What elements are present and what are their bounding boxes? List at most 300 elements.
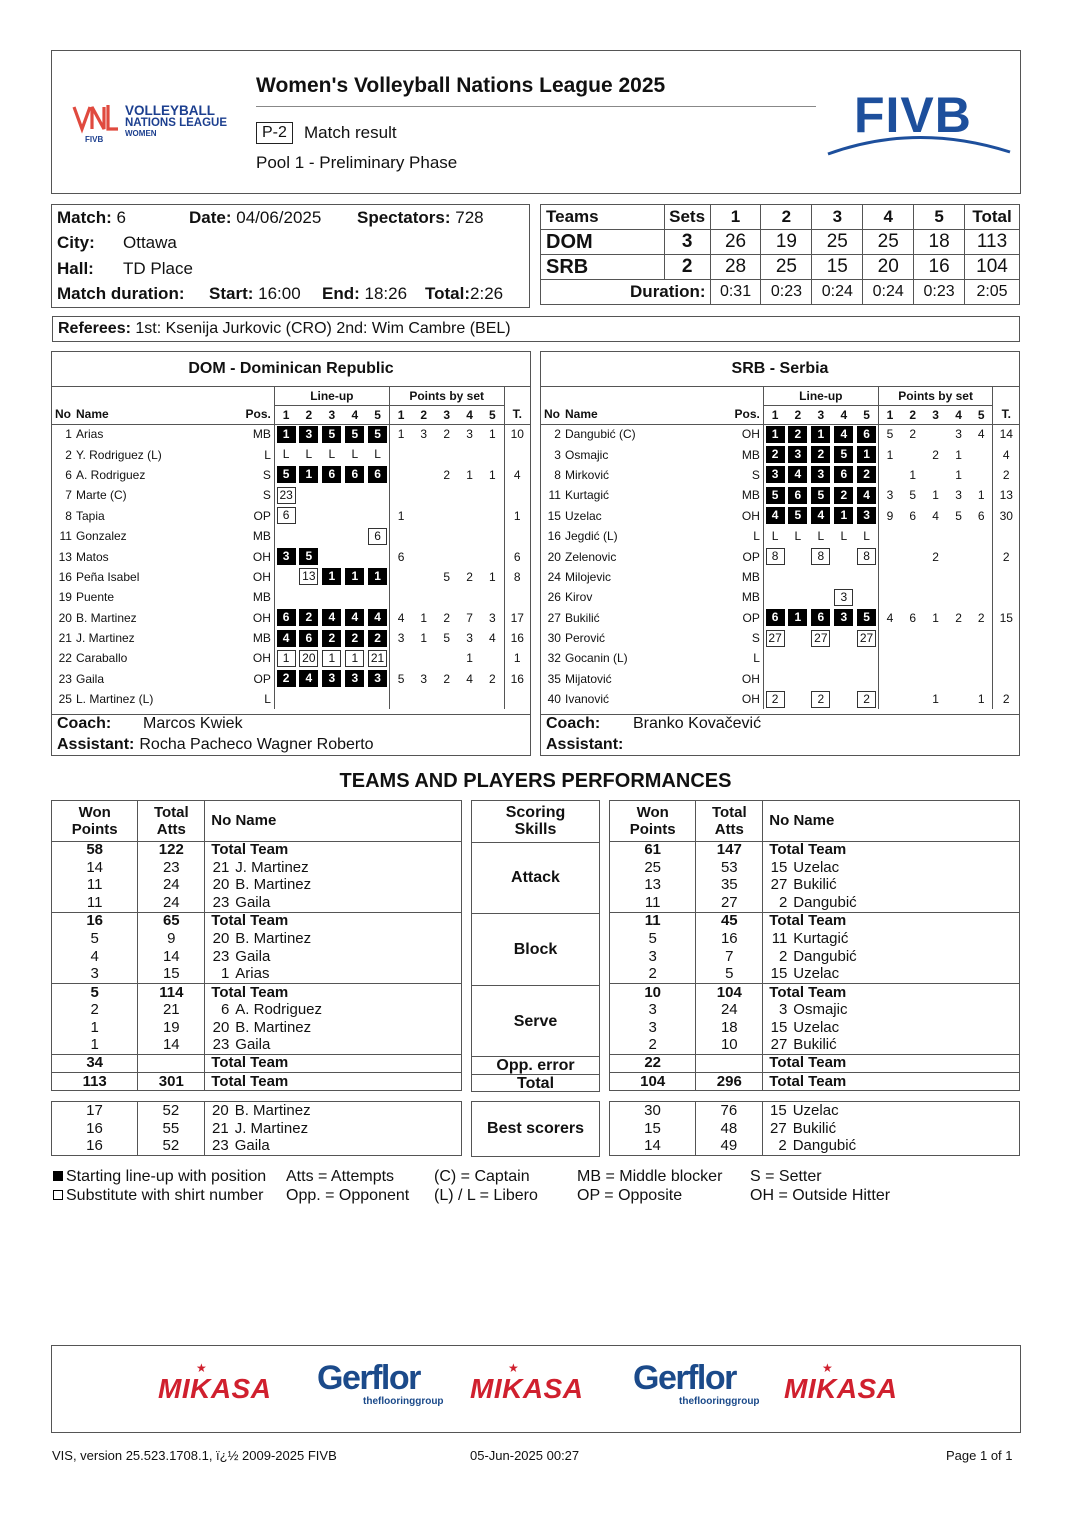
score-duration-row — [541, 280, 1020, 305]
lineup-cell — [809, 567, 832, 587]
player-name: Milojevic — [564, 569, 611, 584]
points-cell: 7 — [466, 610, 473, 625]
coach-label: Coach: — [546, 715, 601, 732]
points-cell — [389, 526, 412, 546]
legend-oh: OH = Outside Hitter — [750, 1187, 891, 1204]
player-row — [52, 689, 530, 709]
assistant-label: Assistant: — [546, 736, 624, 753]
fivb-logo-text: FIVB — [854, 87, 972, 143]
lineup-cell — [343, 444, 366, 464]
perf-player-name: Dangubić — [792, 1137, 857, 1155]
player-name: Mirković — [564, 467, 609, 482]
won-points: 2 — [648, 1036, 657, 1054]
lineup-cell — [786, 526, 809, 546]
substitute-number: 1 — [322, 650, 341, 667]
performance-grid — [52, 1102, 461, 1155]
player-name: Arias — [75, 427, 104, 442]
lineup-cell — [809, 424, 832, 444]
points-set-header: 1 — [878, 405, 901, 424]
starting-position: 4 — [811, 507, 830, 524]
total-atts: 104 — [696, 983, 763, 1001]
starting-position: 1 — [299, 466, 318, 483]
points-cell: 1 — [488, 569, 496, 584]
libero-mark: L — [328, 447, 336, 462]
lineup-set-header: 5 — [366, 405, 389, 424]
points-cell: 4 — [932, 508, 939, 523]
lineup-cell — [763, 546, 786, 566]
team-title: DOM - Dominican Republic — [52, 352, 530, 386]
lineup-cell — [832, 424, 855, 444]
player-row — [541, 465, 1019, 485]
lineup-cell — [366, 424, 389, 444]
player-total-points — [993, 628, 1019, 648]
lineup-cell — [320, 485, 343, 505]
substitute-number: 1 — [345, 650, 364, 667]
perf-player-name: Gaila — [235, 894, 271, 912]
player-total-points: 13 — [993, 485, 1019, 505]
lineup-cell — [832, 465, 855, 485]
legend-substitute: Substitute with shirt number — [53, 1187, 263, 1205]
no-name-header: No Name — [205, 801, 461, 841]
player-name: Caraballo — [75, 651, 128, 666]
lineup-cell — [855, 526, 878, 546]
points-cell — [435, 485, 458, 505]
points-cell: 3 — [389, 628, 412, 648]
lineup-set-header: 2 — [297, 405, 320, 424]
points-cell: 3 — [466, 631, 473, 646]
lineup-cell — [786, 628, 809, 648]
points-cell — [412, 648, 435, 668]
points-cell — [481, 587, 504, 607]
points-cell: 3 — [955, 427, 962, 442]
lineup-set-header: 2 — [786, 405, 809, 424]
score-header-2: 2 — [761, 205, 812, 230]
points-header: Points by set — [389, 386, 504, 405]
legend-s: S = Setter — [750, 1168, 822, 1185]
player-name: Kurtagić — [564, 488, 610, 503]
perf-player-name: B. Martinez — [235, 1018, 312, 1036]
lineup-cell — [832, 689, 855, 709]
player-name: Gonzalez — [75, 529, 127, 544]
player-perf-row — [52, 1102, 461, 1120]
perf-player-number: 2 — [778, 947, 788, 965]
roster-title-row — [52, 352, 530, 386]
performance-table — [51, 800, 462, 1091]
points-cell: 1 — [420, 610, 428, 625]
player-ref — [763, 1072, 1019, 1090]
starting-position: 1 — [322, 568, 341, 585]
total-atts: 35 — [696, 877, 763, 895]
total-atts: 7 — [696, 948, 763, 966]
player-number: 16 — [58, 569, 72, 584]
points-cell — [435, 689, 458, 709]
libero-mark: L — [374, 447, 381, 462]
player-total-points: 17 — [504, 608, 530, 628]
substitute-number: 21 — [368, 650, 387, 667]
lineup-cell — [832, 526, 855, 546]
player-position: OH — [741, 692, 760, 707]
substitute-number: 8 — [857, 548, 876, 565]
lineup-cell — [343, 424, 366, 444]
player-position: OP — [742, 610, 760, 625]
points-cell: 1 — [420, 631, 428, 646]
footer-page: Page 1 of 1 — [946, 1448, 1013, 1463]
lineup-cell — [297, 608, 320, 628]
won-points: 113 — [52, 1072, 138, 1090]
starting-position: 2 — [834, 487, 853, 504]
won-points: 3 — [648, 1001, 657, 1019]
vnl-fivb-small: FIVB — [85, 135, 104, 144]
performance-grid — [610, 801, 1019, 1090]
won-points: 15 — [644, 1119, 661, 1137]
player-perf-row — [52, 894, 461, 912]
won-points: 11 — [644, 894, 661, 912]
footer-datetime: 05-Jun-2025 00:27 — [470, 1448, 580, 1463]
libero-mark: L — [863, 528, 870, 543]
lineup-cell — [343, 587, 366, 607]
lineup-cell — [366, 526, 389, 546]
player-total-points — [504, 444, 530, 464]
points-cell — [947, 648, 970, 668]
player-number: 32 — [547, 651, 561, 666]
substitute-number: 27 — [811, 630, 830, 647]
score-sets: 3 — [664, 230, 710, 255]
player-number: 2 — [65, 447, 72, 462]
player-total-points — [504, 485, 530, 505]
legend-opp: Opp. = Opponent — [286, 1187, 410, 1204]
won-points: 30 — [644, 1101, 661, 1119]
starting-position: 3 — [811, 466, 830, 483]
duration-set-3: 0:24 — [812, 280, 863, 305]
points-cell — [901, 444, 924, 464]
lineup-cell — [343, 648, 366, 668]
total-atts: 5 — [696, 966, 763, 984]
player-ref — [205, 966, 461, 984]
lineup-cell — [809, 526, 832, 546]
lineup-set-header: 3 — [809, 405, 832, 424]
starting-position: 3 — [788, 446, 807, 463]
perf-player-number: 20 — [212, 1101, 229, 1119]
points-cell — [412, 567, 435, 587]
libero-mark: L — [840, 528, 848, 543]
player-perf-row — [610, 894, 1019, 912]
perf-player-name: J. Martinez — [235, 858, 309, 876]
total-atts: 24 — [138, 877, 205, 895]
lineup-cell — [855, 669, 878, 689]
lineup-cell — [274, 669, 297, 689]
player-number: 22 — [58, 651, 72, 666]
lineup-cell — [366, 628, 389, 648]
lineup-cell — [809, 669, 832, 689]
points-cell — [901, 648, 924, 668]
points-cell — [389, 648, 412, 668]
points-cell: 1 — [466, 467, 473, 482]
player-number: 26 — [547, 590, 561, 605]
perf-player-name: Uzelac — [793, 965, 840, 983]
player-row — [541, 587, 1019, 607]
player-row — [52, 567, 530, 587]
performance-table — [609, 1101, 1020, 1156]
won-points: 34 — [52, 1055, 138, 1073]
player-ref — [205, 948, 461, 966]
player-row — [541, 689, 1019, 709]
points-cell: 5 — [443, 631, 450, 646]
player-number: 35 — [547, 671, 561, 686]
total-atts: 114 — [138, 983, 205, 1001]
player-position: L — [264, 692, 271, 707]
points-set-header: 2 — [901, 405, 924, 424]
starting-position: 4 — [277, 630, 296, 647]
points-cell: 2 — [932, 549, 939, 564]
starting-position: 5 — [368, 426, 387, 443]
points-cell — [970, 669, 993, 689]
substitute-number: 3 — [834, 589, 853, 606]
points-cell — [435, 444, 458, 464]
points-cell — [970, 648, 993, 668]
total-atts: 301 — [138, 1072, 205, 1090]
city: Ottawa — [123, 233, 177, 252]
points-cell — [481, 506, 504, 526]
vnl-text: VOLLEYBALL NATIONS LEAGUE WOMEN — [125, 103, 228, 138]
player-perf-row — [52, 859, 461, 877]
points-cell — [878, 648, 901, 668]
player-position: L — [753, 651, 760, 666]
player-row — [52, 628, 530, 648]
points-cell — [412, 506, 435, 526]
player-ref — [763, 912, 1019, 930]
lineup-cell — [274, 424, 297, 444]
won-points: 16 — [52, 912, 138, 930]
name-header: Name — [565, 405, 735, 424]
player-position: S — [262, 467, 271, 482]
score-team: DOM — [541, 230, 665, 255]
points-cell — [389, 587, 412, 607]
lineup-cell — [809, 689, 832, 709]
mikasa-logo: MIKASA ★ — [470, 1361, 584, 1404]
legend-mb: MB = Middle blocker — [577, 1168, 723, 1185]
player-total-points: 2 — [993, 465, 1019, 485]
score-set-5: 18 — [914, 230, 965, 255]
end-time: End: 18:26 — [322, 284, 408, 303]
starting-position: 2 — [766, 446, 785, 463]
perf-player-number: 3 — [778, 1001, 788, 1019]
player-ref — [204, 1138, 461, 1156]
lineup-cell — [786, 506, 809, 526]
starting-position: 1 — [766, 426, 785, 443]
starting-position: 1 — [857, 446, 876, 463]
fivb-logo — [826, 86, 1012, 158]
won-points: 11 — [86, 876, 103, 894]
lineup-cell — [274, 485, 297, 505]
points-cell: 2 — [466, 569, 473, 584]
team-total-row — [610, 1072, 1019, 1090]
won-points: 3 — [648, 947, 657, 965]
points-cell: 5 — [389, 669, 412, 689]
lineup-cell — [832, 648, 855, 668]
perf-player-name: Bukilić — [793, 1036, 837, 1054]
player-number: 7 — [65, 488, 72, 503]
player-ref — [205, 1001, 461, 1019]
lineup-cell — [366, 648, 389, 668]
perf-player-name: Gaila — [235, 947, 271, 965]
score-header-teams: Teams — [541, 205, 665, 230]
player-name: Bukilić — [564, 610, 600, 625]
lineup-cell — [832, 567, 855, 587]
points-set-header: 1 — [389, 405, 412, 424]
performance-header-row — [610, 801, 1019, 841]
points-header: Points by set — [878, 386, 993, 405]
lineup-cell — [366, 608, 389, 628]
duration-label: Duration: — [541, 280, 711, 305]
perf-player-name: J. Martinez — [234, 1119, 309, 1137]
player-ref — [205, 877, 461, 895]
points-cell: 3 — [488, 610, 496, 625]
starting-position: 6 — [857, 426, 876, 443]
roster-srb — [540, 351, 1020, 756]
player-position: L — [264, 447, 271, 462]
player-total-points — [993, 567, 1019, 587]
won-points: 3 — [90, 965, 99, 983]
won-points: 22 — [610, 1055, 696, 1073]
lineup-cell — [855, 465, 878, 485]
player-ref — [205, 1037, 461, 1055]
total-atts: 52 — [138, 1102, 205, 1120]
points-cell — [924, 567, 947, 587]
player-row — [541, 669, 1019, 689]
lineup-cell — [343, 465, 366, 485]
libero-mark: L — [771, 528, 779, 543]
doc-type: Match result — [304, 123, 397, 142]
player-perf-row — [610, 1102, 1019, 1120]
player-name: Jegdić (L) — [564, 529, 618, 544]
scoring-skill-4: Opp. error — [472, 1056, 599, 1074]
starting-position: 3 — [345, 670, 364, 687]
perf-player-name: Osmajic — [793, 1001, 848, 1019]
player-total-points — [504, 526, 530, 546]
score-set-2: 19 — [761, 230, 812, 255]
starting-position: 5 — [857, 609, 876, 626]
player-row — [541, 608, 1019, 628]
total-atts: 55 — [138, 1120, 205, 1138]
perf-player-name: Uzelac — [793, 1018, 840, 1036]
points-cell: 1 — [878, 444, 901, 464]
player-name: Mijatović — [564, 671, 612, 686]
lineup-cell — [855, 485, 878, 505]
lineup-cell — [786, 465, 809, 485]
points-cell: 5 — [955, 508, 962, 523]
player-perf-row — [610, 859, 1019, 877]
player-ref — [763, 966, 1019, 984]
scoring-skills-column — [471, 800, 600, 1092]
starting-position: 5 — [299, 548, 318, 565]
duration-set-5: 0:23 — [914, 280, 965, 305]
lineup-cell — [297, 628, 320, 648]
total-atts: 76 — [696, 1102, 763, 1120]
points-cell: 3 — [420, 671, 428, 686]
player-name: Matos — [75, 549, 109, 564]
player-number: 1 — [65, 427, 72, 442]
won-points: 14 — [86, 858, 104, 876]
score-header-5: 5 — [914, 205, 965, 230]
player-row — [52, 485, 530, 505]
won-points: 2 — [90, 1001, 99, 1019]
starting-position: 5 — [345, 426, 364, 443]
player-ref — [205, 894, 461, 912]
player-ref — [763, 930, 1019, 948]
player-name: B. Martinez — [75, 610, 137, 625]
assistant-label: Assistant: — [57, 736, 135, 753]
points-cell — [947, 546, 970, 566]
lineup-set-header: 3 — [320, 405, 343, 424]
lineup-set-header: 1 — [274, 405, 297, 424]
lineup-cell — [320, 465, 343, 485]
points-cell — [901, 587, 924, 607]
player-position: S — [262, 488, 271, 503]
lineup-cell — [832, 485, 855, 505]
perf-player-number: 27 — [770, 876, 788, 894]
player-row — [52, 424, 530, 444]
player-perf-row — [610, 966, 1019, 984]
points-cell: 1 — [955, 447, 962, 462]
player-row — [52, 669, 530, 689]
lineup-cell — [855, 608, 878, 628]
lineup-cell — [832, 444, 855, 464]
points-cell — [947, 526, 970, 546]
score-row-dom — [541, 230, 1020, 255]
total-atts: 53 — [696, 859, 763, 877]
points-cell — [412, 546, 435, 566]
total-atts: 147 — [696, 841, 763, 859]
player-perf-row — [52, 1001, 461, 1019]
lineup-cell — [763, 526, 786, 546]
score-header-3: 3 — [812, 205, 863, 230]
perf-player-name: Total Team — [769, 841, 847, 859]
lineup-cell — [786, 546, 809, 566]
perf-player-name: A. Rodriguez — [235, 1001, 323, 1019]
score-set-4: 20 — [863, 255, 914, 280]
player-perf-row — [52, 966, 461, 984]
points-cell — [412, 526, 435, 546]
player-ref — [763, 948, 1019, 966]
player-ref — [762, 1138, 1019, 1156]
lineup-cell — [763, 424, 786, 444]
starting-position: 4 — [766, 507, 785, 524]
mikasa-star-icon: ★ — [508, 1361, 520, 1375]
score-set-4: 25 — [863, 230, 914, 255]
starting-position: 6 — [766, 609, 785, 626]
lineup-cell — [320, 444, 343, 464]
player-total-points: 30 — [993, 506, 1019, 526]
lineup-cell — [297, 444, 320, 464]
points-cell — [435, 587, 458, 607]
points-cell — [878, 526, 901, 546]
player-ref — [762, 1120, 1019, 1138]
player-number: 20 — [547, 549, 561, 564]
player-name: Uzelac — [564, 508, 602, 523]
t-header: T. — [504, 405, 530, 424]
points-set-header: 5 — [970, 405, 993, 424]
lineup-cell — [320, 669, 343, 689]
score-header-row — [541, 205, 1020, 230]
player-number: 25 — [58, 692, 72, 707]
player-row — [52, 546, 530, 566]
won-points: 104 — [610, 1072, 696, 1090]
coach-name: Marcos Kwiek — [143, 715, 243, 732]
lineup-cell — [763, 506, 786, 526]
player-perf-row — [52, 1138, 461, 1156]
substitute-number: 23 — [277, 487, 296, 504]
lineup-cell — [274, 465, 297, 485]
